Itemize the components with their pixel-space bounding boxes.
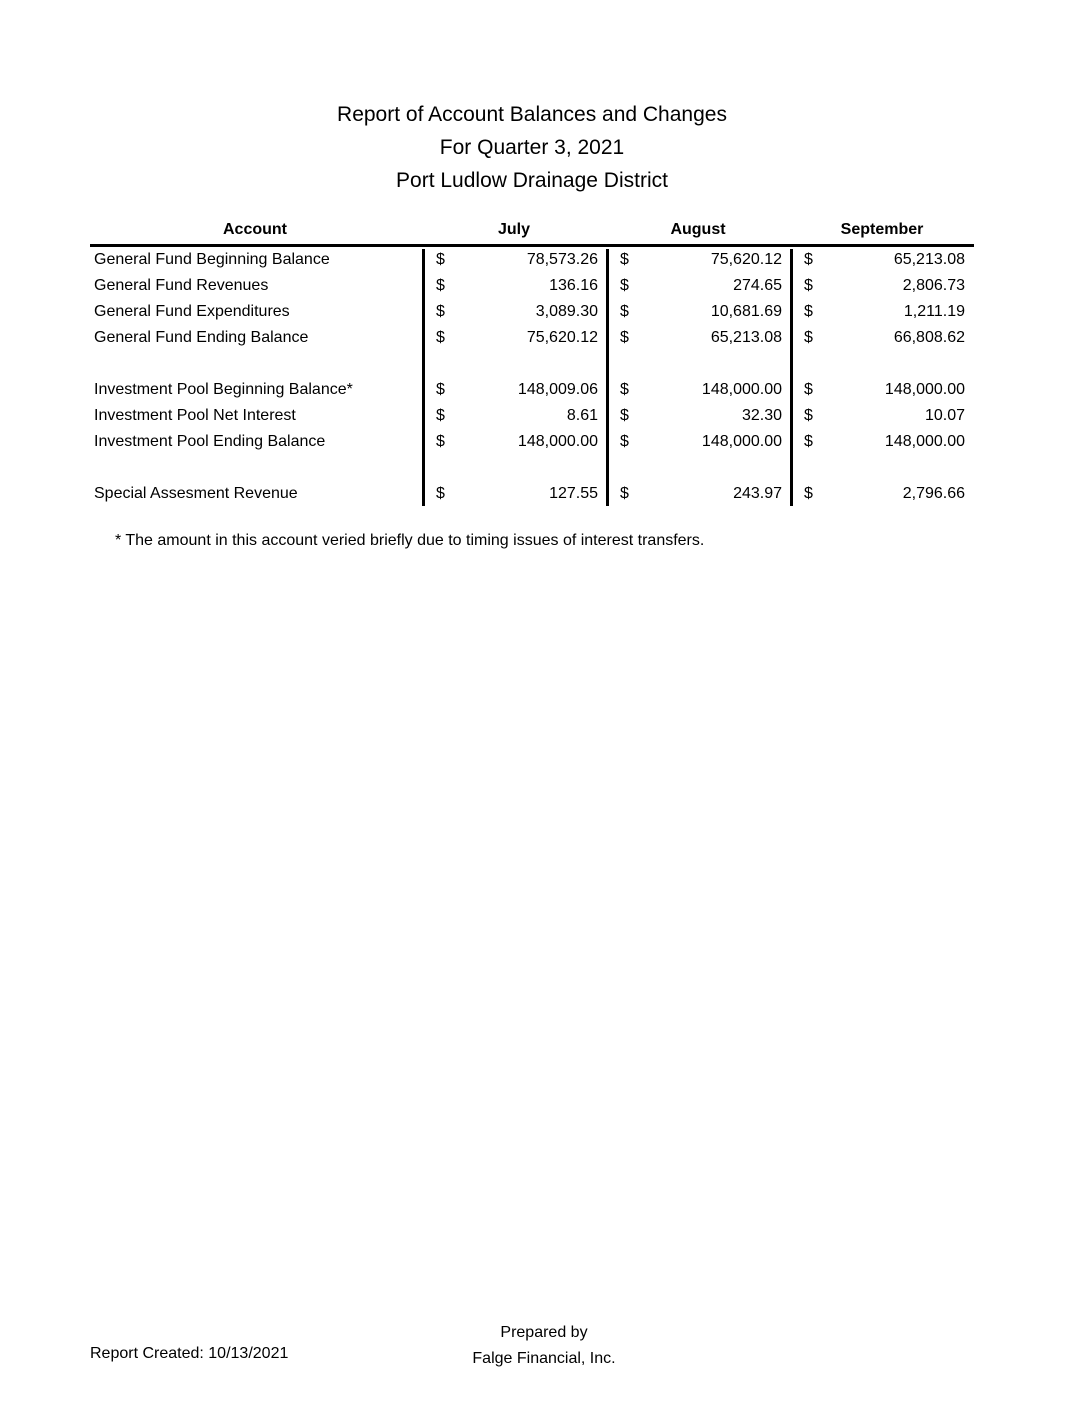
august-amount: 75,620.12 <box>710 251 782 268</box>
currency-symbol: $ <box>620 277 629 294</box>
report-title: Report of Account Balances and Changes <box>337 103 727 126</box>
account-name: General Fund Beginning Balance <box>94 251 330 268</box>
currency-symbol: $ <box>620 329 629 346</box>
report-created-date: Report Created: 10/13/2021 <box>90 1345 289 1362</box>
currency-symbol: $ <box>804 303 813 320</box>
currency-symbol: $ <box>436 485 445 502</box>
account-name: General Fund Revenues <box>94 277 269 294</box>
table-row <box>90 273 974 299</box>
august-amount: 148,000.00 <box>701 433 782 450</box>
currency-symbol: $ <box>804 277 813 294</box>
spacer-row <box>90 455 974 481</box>
currency-symbol: $ <box>804 381 813 398</box>
september-amount: 2,806.73 <box>902 277 965 294</box>
account-name: Investment Pool Net Interest <box>94 407 296 424</box>
report-title-block <box>0 98 1064 197</box>
account-name: Investment Pool Ending Balance <box>94 433 326 450</box>
august-amount: 10,681.69 <box>710 303 782 320</box>
table-row <box>90 481 974 507</box>
table-body <box>90 247 974 507</box>
prepared-by-label: Prepared by <box>500 1324 588 1341</box>
account-balances-table <box>90 216 974 507</box>
july-amount: 148,000.00 <box>517 433 598 450</box>
account-name: Special Assesment Revenue <box>94 485 298 502</box>
table-header-row <box>90 216 974 247</box>
currency-symbol: $ <box>804 329 813 346</box>
currency-symbol: $ <box>804 407 813 424</box>
footnote: * The amount in this account veried briefly due to timing issues of interest transfers. <box>115 532 705 549</box>
table-row <box>90 299 974 325</box>
table-row <box>90 377 974 403</box>
header-july: July <box>497 221 530 238</box>
july-amount: 78,573.26 <box>526 251 598 268</box>
september-amount: 2,796.66 <box>902 485 965 502</box>
column-divider-august <box>606 249 609 506</box>
account-name: Investment Pool Beginning Balance* <box>94 381 353 398</box>
column-divider-july <box>422 249 425 506</box>
july-amount: 75,620.12 <box>526 329 598 346</box>
currency-symbol: $ <box>620 485 629 502</box>
currency-symbol: $ <box>436 277 445 294</box>
july-amount: 136.16 <box>549 277 598 294</box>
currency-symbol: $ <box>620 251 629 268</box>
account-name: General Fund Ending Balance <box>94 329 309 346</box>
table-row <box>90 429 974 455</box>
september-amount: 65,213.08 <box>893 251 965 268</box>
preparer-name: Falge Financial, Inc. <box>472 1350 616 1367</box>
currency-symbol: $ <box>804 485 813 502</box>
spacer-row <box>90 351 974 377</box>
header-august: August <box>670 221 726 238</box>
september-amount: 148,000.00 <box>884 433 965 450</box>
currency-symbol: $ <box>436 251 445 268</box>
table-row <box>90 325 974 351</box>
august-amount: 243.97 <box>733 485 782 502</box>
currency-symbol: $ <box>436 407 445 424</box>
august-amount: 32.30 <box>741 407 782 424</box>
july-amount: 3,089.30 <box>535 303 598 320</box>
september-amount: 1,211.19 <box>903 303 965 320</box>
prepared-by-block <box>444 1320 644 1372</box>
currency-symbol: $ <box>804 251 813 268</box>
header-september: September <box>840 221 924 238</box>
august-amount: 148,000.00 <box>701 381 782 398</box>
july-amount: 127.55 <box>549 485 598 502</box>
currency-symbol: $ <box>620 433 629 450</box>
currency-symbol: $ <box>804 433 813 450</box>
table-row <box>90 403 974 429</box>
district-name: Port Ludlow Drainage District <box>396 169 668 192</box>
currency-symbol: $ <box>620 303 629 320</box>
table-row <box>90 247 974 273</box>
currency-symbol: $ <box>436 303 445 320</box>
september-amount: 148,000.00 <box>884 381 965 398</box>
july-amount: 8.61 <box>566 407 598 424</box>
august-amount: 65,213.08 <box>710 329 782 346</box>
july-amount: 148,009.06 <box>517 381 598 398</box>
september-amount: 10.07 <box>924 407 965 424</box>
account-name: General Fund Expenditures <box>94 303 290 320</box>
currency-symbol: $ <box>436 381 445 398</box>
header-account: Account <box>223 221 287 238</box>
report-period: For Quarter 3, 2021 <box>439 136 625 159</box>
currency-symbol: $ <box>436 433 445 450</box>
column-divider-september <box>790 249 793 506</box>
september-amount: 66,808.62 <box>893 329 965 346</box>
currency-symbol: $ <box>436 329 445 346</box>
currency-symbol: $ <box>620 407 629 424</box>
currency-symbol: $ <box>620 381 629 398</box>
august-amount: 274.65 <box>733 277 782 294</box>
